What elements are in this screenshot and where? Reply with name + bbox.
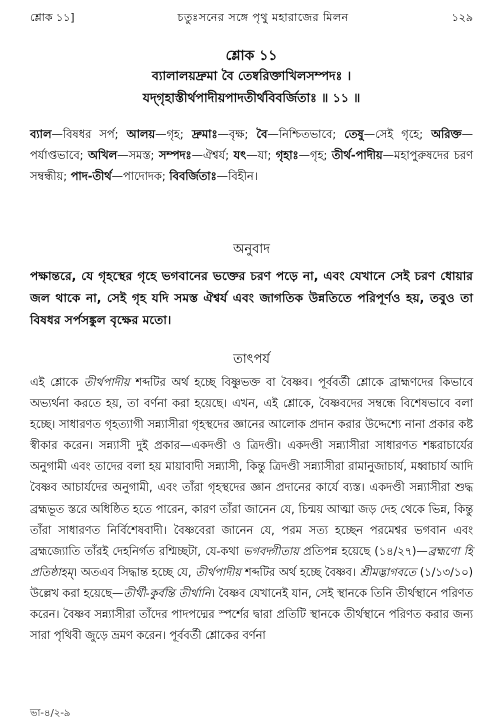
translation-heading: অনুবাদ	[233, 242, 270, 257]
verse-line-2: যদ্‌গৃহাস্তীর্থপাদীয়পাদতীর্থবিবর্জিতাঃ ॥ ১১ ॥	[142, 90, 361, 105]
synonym-meaning: নিশ্চিতভাবে	[278, 127, 333, 141]
synonym-meaning: বিহীন	[228, 169, 254, 183]
synonym-meaning: গৃহ	[166, 127, 180, 141]
translation-paragraph: পক্ষান্তরে, যে গৃহস্থের গৃহে ভগবানের ভক্তের চরণ পড়ে না, এবং যেখানে সেই চরণ ধোয়ার জল থাকে না, সেই গৃহ যদি সমস্ত ঐশ্বর্য এবং জাগতিক উন্নতিতে পরিপূর্ণও হয়, তবুও তা বিষধর সর্পসঙ্কুল বৃক্ষের মতো।	[30, 269, 473, 327]
purport-emphasis: তীর্থপাদীয়	[195, 565, 242, 579]
verse-title: শ্লোক ১১	[225, 48, 278, 64]
purport-emphasis: তীর্থী-কুর্বন্তি তীর্থানি	[123, 586, 211, 600]
synonym-meaning: বিষধর সর্প	[62, 127, 115, 141]
purport-emphasis: শ্রীমদ্ভাগবতে	[359, 565, 417, 579]
purport-text: শব্দটির অর্থ হচ্ছে বিষ্ণুভক্ত বা বৈষ্ণব। পূর্ববর্তী শ্লোকে ব্রাহ্মণদের কিভাবে অভ্যর্থনা করতে হয়, তা বর্ণনা করা হয়েছে। এখন, এই শ্লোকে, বৈষ্ণবদের সম্বন্ধে বিশেষভাবে বলা হচ্ছে। সাধারণত গৃহত্যাগী সন্ন্যাসীরা গৃহস্থদের জ্ঞানের আলোক প্রদান করার উদ্দেশ্যে নানা প্রকার কষ্ট স্বীকার করেন। সন্ন্যাসী দুই প্রকার—একদণ্ডী ও ত্রিদণ্ডী। একদণ্ডী সন্ন্যাসীরা সাধারণত শঙ্করাচার্যের অনুগামী এবং তাদের বলা হয় মায়াবাদী সন্ন্যাসী, কিন্তু ত্রিদণ্ডী সন্ন্যাসীরা রামানুজাচার্য, মধ্বাচার্য আদি বৈষ্ণব আচার্যদের অনুগামী, এবং তাঁরা গৃহস্থদের জ্ঞান প্রদানের কার্যে ব্যস্ত। একদণ্ডী সন্ন্যাসীরা শুদ্ধ ব্রহ্মভূত স্তরে অধিষ্ঠিত হতে পারেন, কারণ তাঁরা জানেন যে, চিন্ময় আত্মা জড় দেহ থেকে ভিন্ন, কিন্তু তাঁরা সাধারণত নির্বিশেষবাদী। বৈষ্ণবেরা জানেন যে, পরম সত্য হচ্ছেন পরমেশ্বর ভগবান এবং ব্রহ্মজ্যোতি তাঁরই দেহনির্গত রশ্মিচ্ছটা, যে-কথা	[30, 376, 473, 558]
purport-text: । বৈষ্ণব যেখানেই যান, সেই স্থানকে তিনি তীর্থস্থানে পরিণত করেন। বৈষ্ণব সন্ন্যাসীরা তাঁদের পাদপদ্মের স্পর্শের দ্বারা প্রতিটি স্থানকে তীর্থস্থানে পরিণত করার জন্য সারা পৃথিবী জুড়ে ভ্রমণ করেন। পূর্ববর্তী শ্লোকের বর্ণনা	[30, 586, 473, 643]
purport-emphasis: তীর্থপাদীয়	[83, 376, 130, 389]
synonym-word: গৃহাঃ	[275, 148, 299, 162]
purport-emphasis: ভগবদ্গীতায়	[243, 544, 299, 558]
purport-heading: তাৎপর্য	[233, 352, 270, 367]
synonym-meaning: বৃক্ষ	[228, 127, 245, 141]
synonym-meaning: পাদোদক	[123, 169, 162, 183]
purport-text: (১/১৩/১০) উল্লেখ করা হয়েছে—	[30, 565, 473, 600]
synonym-word: অখিল	[87, 148, 118, 162]
purport-text: শব্দটির অর্থ হচ্ছে বৈষ্ণব।	[241, 565, 360, 579]
purport-text: এই শ্লোকে	[30, 376, 84, 389]
header-page-number: ১২৯	[451, 10, 473, 24]
page-footer: ভা-৪/২-৯	[30, 708, 71, 719]
synonym-meaning: ঐশ্বর্য	[203, 148, 226, 162]
synonym-word: তীর্থ-পাদীয়	[331, 148, 383, 162]
purport-emphasis: ব্রহ্মণো হি প্রতিষ্ঠাহম্	[30, 544, 473, 579]
header-chapter-title: চতুঃসনের সঙ্গে পৃথু মহারাজের মিলন	[177, 10, 349, 24]
synonym-meaning: যা	[257, 148, 268, 162]
synonym-word: পাদ-তীর্থ	[70, 169, 112, 183]
synonym-word: তেষু	[344, 127, 364, 141]
synonyms-paragraph: ব্যাল—বিষধর সর্প; আলয়—গৃহ; দ্রুমাঃ—বৃক্ষ; বৈ—নিশ্চিতভাবে; তেষু—সেই গৃহে; অরিক্ত—পর্যাপ্তভাবে; অখিল—সমস্ত; সম্পদঃ—ঐশ্বর্য; যৎ—যা; গৃহাঃ—গৃহ; তীর্থ-পাদীয়—মহাপুরুষদের চরণ সম্বন্ধীয়; পাদ-তীর্থ—পাদোদক; বিবর্জিতাঃ—বিহীন।	[30, 127, 474, 183]
synonym-word: আলয়	[126, 127, 156, 141]
synonym-meaning: মহাপুরুষদের চরণ সম্বন্ধীয়	[30, 148, 473, 183]
synonym-word: বিবর্জিতাঃ	[169, 169, 217, 183]
purport-paragraph	[30, 372, 473, 646]
header-verse-ref: শ্লোক ১১]	[30, 10, 75, 24]
verse-line-1: ব্যালালয়দ্রুমা বৈ তেষ্বরিক্তাখিলসম্পদঃ ।	[151, 68, 352, 83]
synonym-word: ব্যাল	[30, 127, 52, 141]
synonym-meaning: সেই গৃহে	[375, 127, 420, 141]
purport-text: প্রতিপন্ন হয়েছে (১৪/২৭)—	[298, 544, 428, 558]
purport-text: । অতএব সিদ্ধান্ত হচ্ছে যে,	[72, 565, 196, 579]
synonym-word: বৈ	[256, 127, 268, 141]
synonym-meaning: গৃহ	[309, 148, 324, 162]
synonym-meaning: পর্যাপ্তভাবে	[30, 148, 80, 162]
synonym-meaning: সমস্ত	[128, 148, 151, 162]
page-header	[30, 8, 473, 28]
synonym-word: অরিক্ত	[431, 127, 462, 141]
synonym-word: যৎ	[233, 148, 247, 162]
synonym-word: দ্রুমাঃ	[191, 127, 218, 141]
synonym-word: সম্পদঃ	[158, 148, 192, 162]
